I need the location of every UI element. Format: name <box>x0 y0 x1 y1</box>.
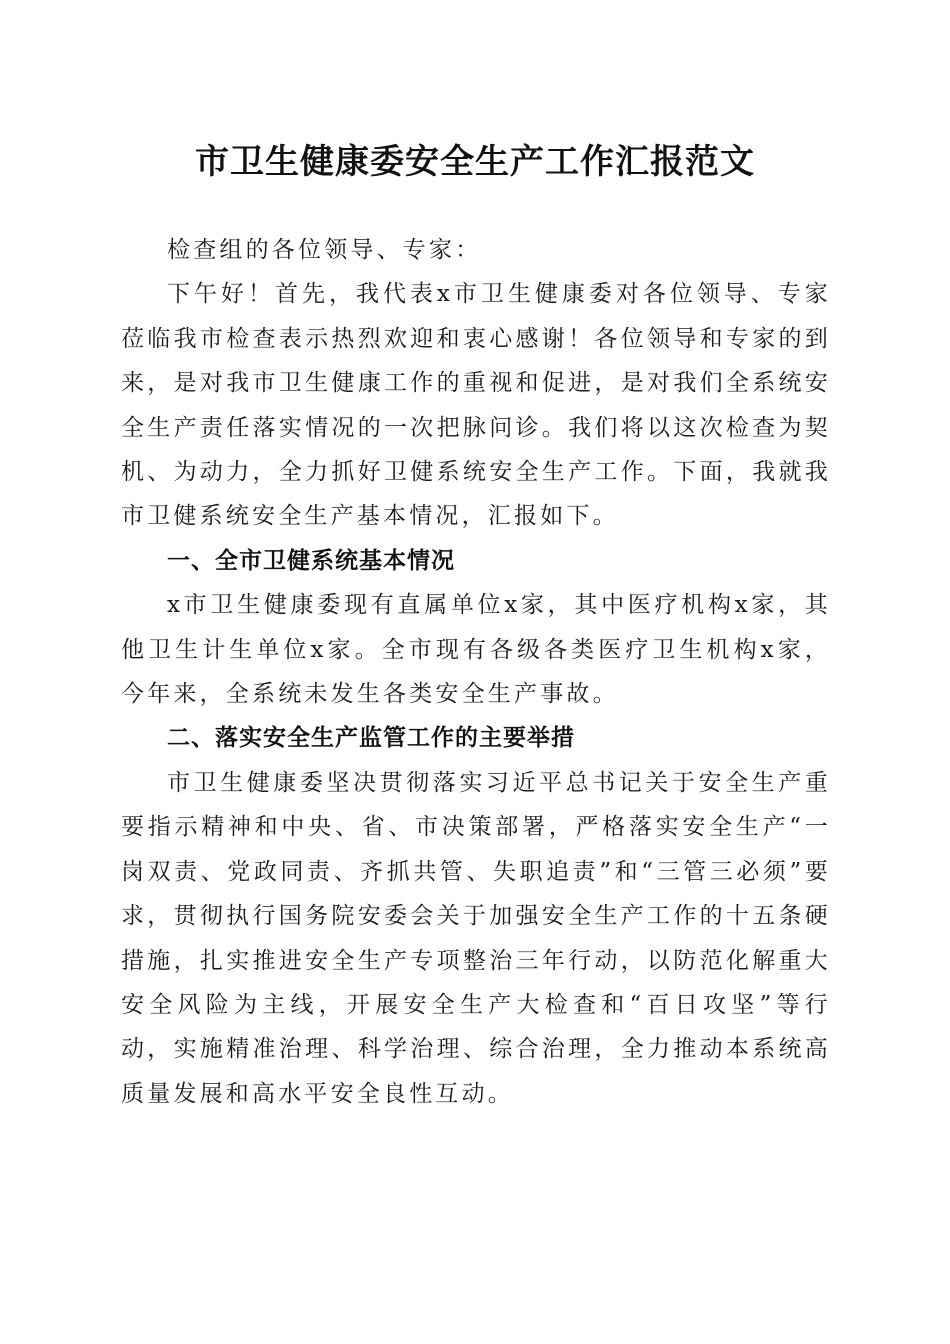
section-paragraph-basic-situation: x市卫生健康委现有直属单位x家，其中医疗机构x家，其他卫生计生单位x家。全市现有各级各类医疗卫生机构x家，今年来，全系统未发生各类安全生产事故。 <box>121 592 831 708</box>
section-paragraph-main-measures: 市卫生健康委坚决贯彻落实习近平总书记关于安全生产重要指示精神和中央、省、市决策部署，严格落实安全生产“一岗双责、党政同责、齐抓共管、失职追责”和“三管三必须”要求，贯彻执行国务院安委会关于加强安全生产工作的十五条硬措施，扎实推进安全生产专项整治三年行动，以防范化解重大安全风险为主线，开展安全生产大检查和“百日攻坚”等行动，实施精准治理、科学治理、综合治理，全力推动本系统高质量发展和高水平安全良性互动。 <box>121 769 831 1107</box>
document-title: 市卫生健康委安全生产工作汇报范文 <box>195 142 755 182</box>
section-heading-main-measures: 二、落实安全生产监管工作的主要举措 <box>167 725 575 752</box>
section-heading-basic-situation: 一、全市卫健系统基本情况 <box>167 547 455 574</box>
salutation: 检查组的各位领导、专家： <box>167 237 482 263</box>
document-body <box>121 228 831 1116</box>
intro-paragraph: 下午好！首先，我代表x市卫生健康委对各位领导、专家莅临我市检查表示热烈欢迎和衷心感谢！各位领导和专家的到来，是对我市卫生健康工作的重视和促进，是对我们全系统安全生产责任落实情况的一次把脉问诊。我们将以这次检查为契机、为动力，全力抓好卫健系统安全生产工作。下面，我就我市卫健系统安全生产基本情况，汇报如下。 <box>121 281 831 530</box>
